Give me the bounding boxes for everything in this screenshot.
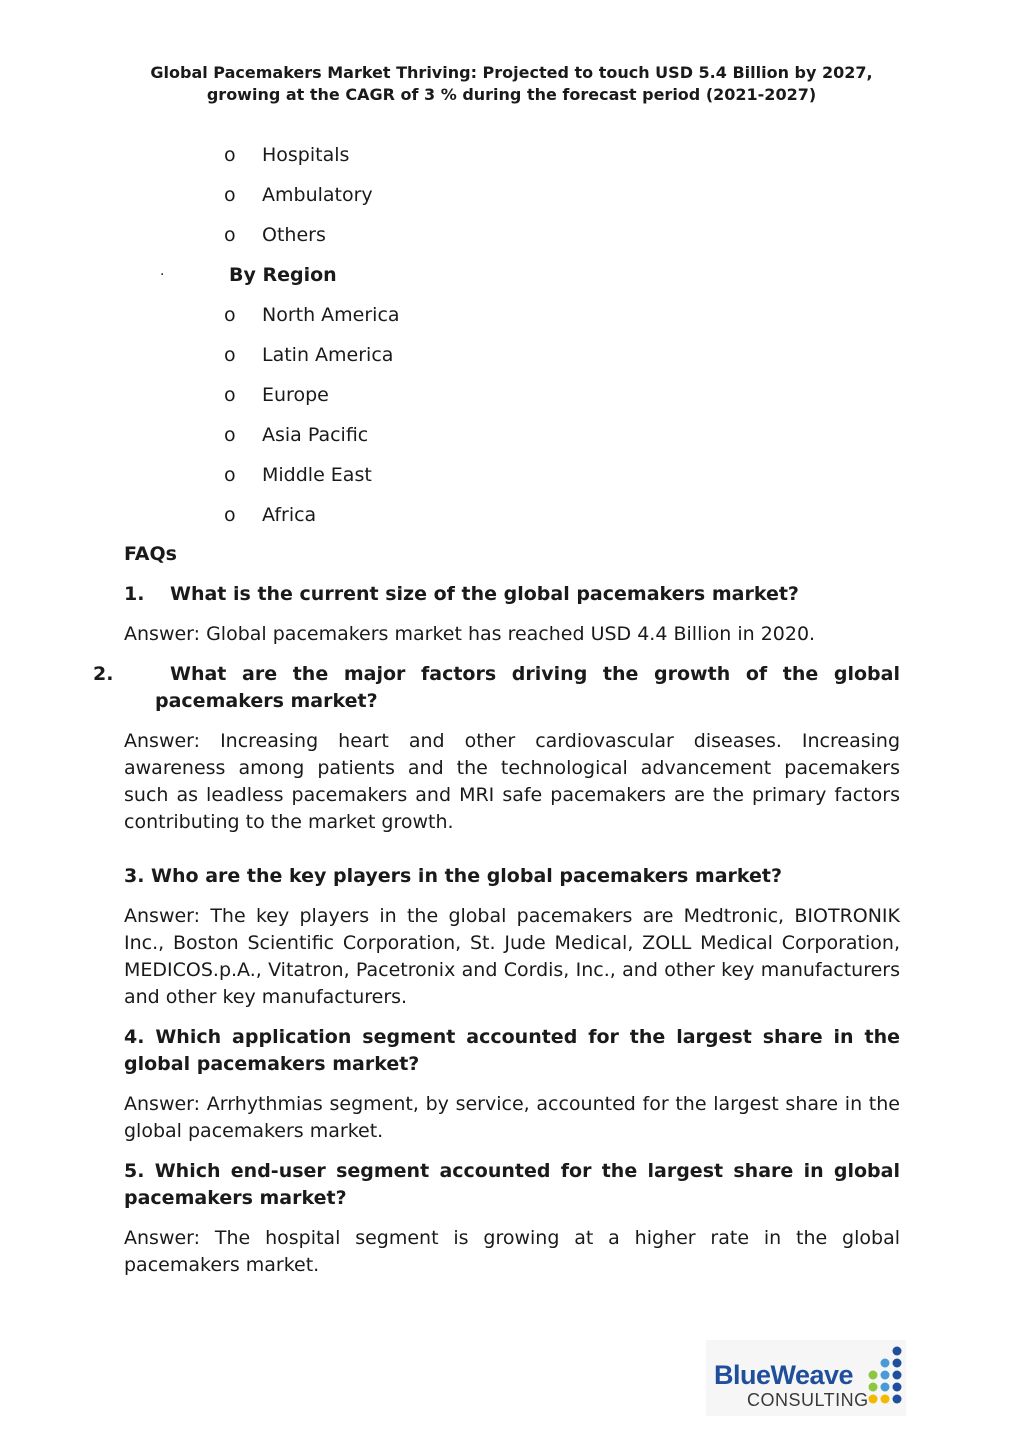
sub-bullet: o: [224, 424, 236, 446]
sub-bullet: o: [224, 464, 236, 486]
sub-bullet: o: [224, 304, 236, 326]
sub-bullet: o: [224, 224, 236, 246]
faq-answer-3: Answer: The key players in the global pacemakers are Medtronic, BIOTRONIK Inc., Boston Scientific Corporation, St. Jude Medical, ZOLL Medical Corporation, MEDICOS.p.A., Vitatron, Pacetronix and Cordis, Inc., and other key manufacturers and other key manufacturers.: [124, 905, 900, 1008]
faq-answer-4: Answer: Arrhythmias segment, by service, accounted for the largest share in the global pacemakers market.: [124, 1093, 900, 1142]
sub-bullet: o: [224, 504, 236, 526]
logo-dots-icon: [861, 1345, 905, 1411]
list-item-label: Asia Pacific: [262, 424, 369, 446]
question-number: 1.: [124, 583, 145, 605]
sub-bullet: o: [224, 384, 236, 406]
list-item-label: Europe: [262, 384, 329, 406]
logo-subtitle: CONSULTING: [747, 1390, 869, 1410]
main-bullet: ·: [160, 267, 165, 283]
list-item-label: Latin America: [262, 344, 394, 366]
region-heading: By Region: [229, 264, 337, 286]
header-line-1: Global Pacemakers Market Thriving: Projected to touch USD 5.4 Billion by 2027,: [150, 63, 873, 82]
faq-question-2: [93, 661, 900, 715]
list-item-label: Others: [262, 224, 326, 246]
faq-question-3: 3. Who are the key players in the global pacemakers market?: [124, 865, 783, 887]
header-line-2: growing at the CAGR of 3 % during the forecast period (2021-2027): [206, 85, 817, 104]
logo-wordmark: BlueWeave: [714, 1360, 854, 1390]
faq-question-1: [124, 581, 900, 608]
question-number: 2.: [93, 663, 114, 685]
list-item-label: Africa: [262, 504, 317, 526]
blueweave-logo: [706, 1340, 906, 1416]
sub-bullet: o: [224, 144, 236, 166]
document-header: [60, 62, 963, 106]
faq-answer-5: Answer: The hospital segment is growing at a higher rate in the global pacemakers market.: [124, 1227, 900, 1276]
faq-answer-1: Answer: Global pacemakers market has reached USD 4.4 Billion in 2020.: [124, 623, 816, 645]
faq-question-5: 5. Which end-user segment accounted for the largest share in global pacemakers market?: [124, 1160, 900, 1209]
question-text: What is the current size of the global pacemakers market?: [170, 583, 799, 605]
list-item-label: Middle East: [262, 464, 372, 486]
question-text: What are the major factors driving the growth of the global pacemakers market?: [155, 663, 900, 712]
sub-bullet: o: [224, 184, 236, 206]
faq-answer-2: Answer: Increasing heart and other cardiovascular diseases. Increasing awareness among patients and the technological advancement pacemakers such as leadless pacemakers and MRI safe pacemakers are the primary factors contributing to the market growth.: [124, 730, 900, 833]
faqs-heading: FAQs: [124, 543, 177, 565]
sub-bullet: o: [224, 344, 236, 366]
list-item-label: Hospitals: [262, 144, 350, 166]
list-item-label: North America: [262, 304, 400, 326]
list-item-label: Ambulatory: [262, 184, 373, 206]
faq-question-4: 4. Which application segment accounted for the largest share in the global pacemakers market?: [124, 1026, 900, 1075]
